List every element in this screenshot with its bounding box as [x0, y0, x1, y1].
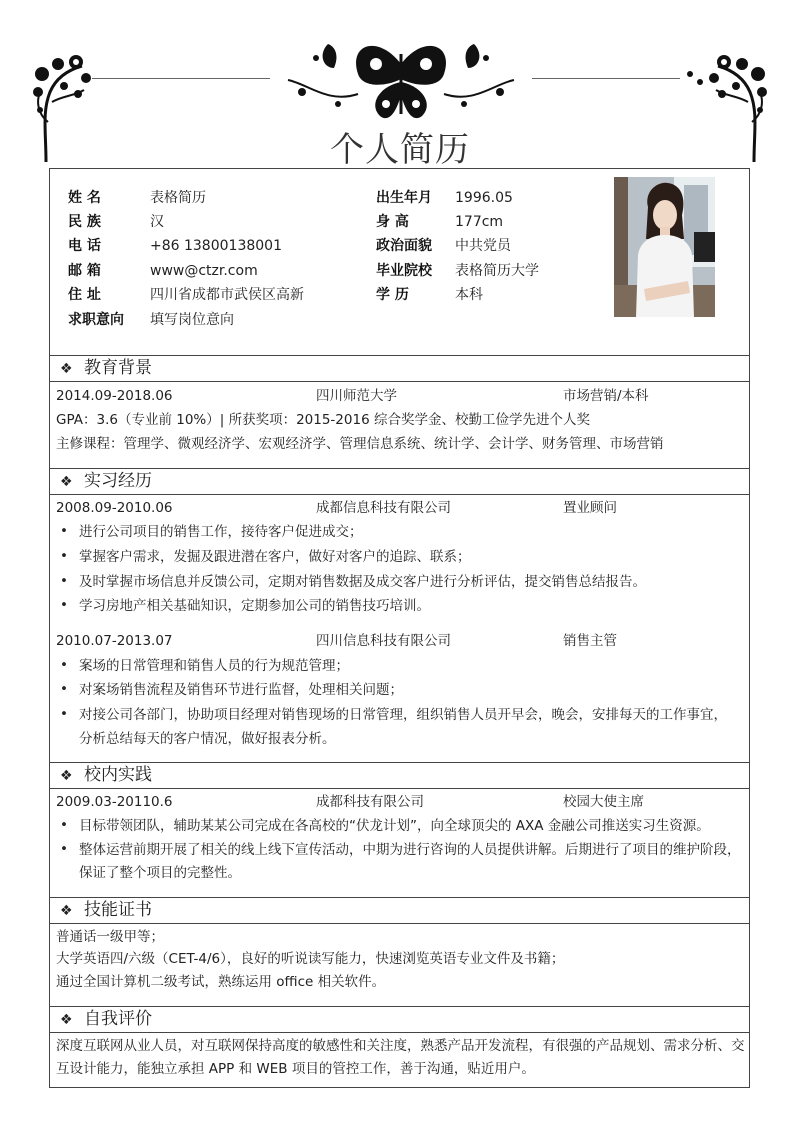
job-bullet: 进行公司项目的销售工作，接待客户促进成交；: [79, 524, 363, 540]
profile-photo: [614, 177, 715, 317]
section-title: 自我评价: [84, 1009, 152, 1029]
job-bullet: 案场的日常管理和销售人员的行为规范管理；: [79, 658, 349, 674]
bullet-icon: •: [60, 841, 68, 857]
bullet-icon: •: [60, 817, 68, 833]
edu-major: 市场营销/本科: [563, 388, 649, 404]
section-title: 技能证书: [84, 900, 152, 920]
info-name: [68, 189, 206, 207]
info-label: 政治面貌: [376, 238, 432, 254]
campus-bullet: 整体运营前期开展了相关的线上线下宣传活动，中期为进行咨询的人员提供讲解。后期进行了项目的维护阶段，: [79, 842, 741, 858]
info-university: [376, 262, 539, 280]
job-bullet: 对接公司各部门，协助项目经理对销售现场的日常管理，组织销售人员开早会，晚会，安排每天的工作事宜，: [79, 707, 727, 723]
info-value: +86 13800138001: [150, 238, 282, 254]
skill-item: 普通话一级甲等；: [56, 929, 164, 945]
info-label: 电 话: [68, 238, 101, 254]
info-value: 本科: [455, 287, 483, 303]
header-line-right: [532, 78, 680, 79]
info-label: 求职意向: [68, 312, 124, 328]
skill-item: 大学英语四/六级（CET-4/6），良好的听说读写能力，快速浏览英语专业文件及书籍；: [56, 951, 565, 967]
self-eval-line: 互设计能力，能独立承担 APP 和 WEB 项目的管控工作，善于沟通，贴近用户。: [56, 1061, 535, 1077]
job-company: 四川信息科技有限公司: [316, 633, 451, 649]
bullet-icon: •: [60, 657, 68, 673]
edu-school: 四川师范大学: [316, 388, 397, 404]
section-header-internship: [50, 468, 749, 495]
edu-gpa: GPA：3.6（专业前 10%）| 所获奖项：2015-2016 综合奖学金、校勤工俭学先进个人奖: [56, 412, 590, 428]
section-title: 实习经历: [84, 471, 152, 491]
section-header-skills: [50, 897, 749, 924]
info-email: [68, 262, 258, 280]
job-period: 2010.07-2013.07: [56, 633, 173, 649]
campus-role: 校园大使主席: [563, 794, 644, 810]
info-value: 汉: [150, 214, 164, 230]
bullet-icon: •: [60, 706, 68, 722]
bullet-icon: •: [60, 597, 68, 613]
skill-item: 通过全国计算机二级考试，熟练运用 office 相关软件。: [56, 974, 386, 990]
info-value: 177cm: [455, 214, 504, 230]
info-value: 表格简历大学: [455, 263, 539, 279]
info-label: 住 址: [68, 287, 101, 303]
diamond-icon: ❖: [60, 474, 73, 490]
self-eval-line: 深度互联网从业人员，对互联网保持高度的敏感性和关注度，熟悉产品开发流程，有很强的产品规划、需求分析、交: [56, 1038, 745, 1054]
edu-courses: 主修课程：管理学、微观经济学、宏观经济学、管理信息系统、统计学、会计学、财务管理、市场营销: [56, 436, 664, 452]
bullet-icon: •: [60, 681, 68, 697]
info-label: 出生年月: [376, 190, 432, 206]
info-label: 邮 箱: [68, 263, 101, 279]
job-company: 成都信息科技有限公司: [316, 500, 451, 516]
info-value: 表格简历: [150, 190, 206, 206]
campus-company: 成都科技有限公司: [316, 794, 424, 810]
section-title: 校内实践: [84, 765, 152, 785]
job-bullet: 掌握客户需求，发掘及跟进潜在客户，做好对客户的追踪、联系；: [79, 549, 471, 565]
info-label: 姓 名: [68, 190, 101, 206]
info-label: 民 族: [68, 214, 101, 230]
info-label: 学 历: [376, 287, 409, 303]
edu-period: 2014.09-2018.06: [56, 388, 173, 404]
info-value: www@ctzr.com: [150, 263, 258, 279]
job-bullet: 及时掌握市场信息并反馈公司，定期对销售数据及成交客户进行分析评估，提交销售总结报告。: [79, 574, 646, 590]
campus-period: 2009.03-20110.6: [56, 794, 173, 810]
diamond-icon: ❖: [60, 768, 73, 784]
job-bullet: 学习房地产相关基础知识，定期参加公司的销售技巧培训。: [79, 598, 430, 614]
section-header-self-eval: [50, 1006, 749, 1033]
info-value: 四川省成都市武侯区高新: [150, 287, 304, 303]
info-objective: [68, 311, 234, 329]
info-label: 身 高: [376, 214, 409, 230]
campus-bullet: 目标带领团队，辅助某某公司完成在各高校的“伏龙计划”，向全球顶尖的 AXA 金融公司推送实习生资源。: [79, 818, 710, 834]
info-ethnicity: [68, 213, 164, 231]
diamond-icon: ❖: [60, 903, 73, 919]
bullet-icon: •: [60, 548, 68, 564]
job-bullet-continued: 分析总结每天的客户情况，做好报表分析。: [79, 731, 336, 747]
info-value: 填写岗位意向: [150, 312, 234, 328]
resume-title: 个人简历: [330, 130, 470, 170]
header-line-left: [92, 78, 270, 79]
job-role: 置业顾问: [563, 500, 617, 516]
job-role: 销售主管: [563, 633, 617, 649]
info-label: 毕业院校: [376, 263, 432, 279]
info-phone: [68, 237, 282, 255]
section-header-campus: [50, 762, 749, 789]
job-period: 2008.09-2010.06: [56, 500, 173, 516]
info-address: [68, 286, 304, 304]
section-title: 教育背景: [84, 358, 152, 378]
info-political: [376, 237, 511, 255]
section-header-education: [50, 355, 749, 382]
butterfly-ornament: [268, 34, 534, 130]
diamond-icon: ❖: [60, 1012, 73, 1028]
info-value: 1996.05: [455, 190, 513, 206]
info-degree: [376, 286, 483, 304]
bullet-icon: •: [60, 573, 68, 589]
info-value: 中共党员: [455, 238, 511, 254]
info-birth: [376, 189, 513, 207]
job-bullet: 对案场销售流程及销售环节进行监督，处理相关问题；: [79, 682, 403, 698]
campus-bullet-continued: 保证了整个项目的完整性。: [79, 865, 241, 881]
info-height: [376, 213, 503, 231]
diamond-icon: ❖: [60, 361, 73, 377]
bullet-icon: •: [60, 523, 68, 539]
